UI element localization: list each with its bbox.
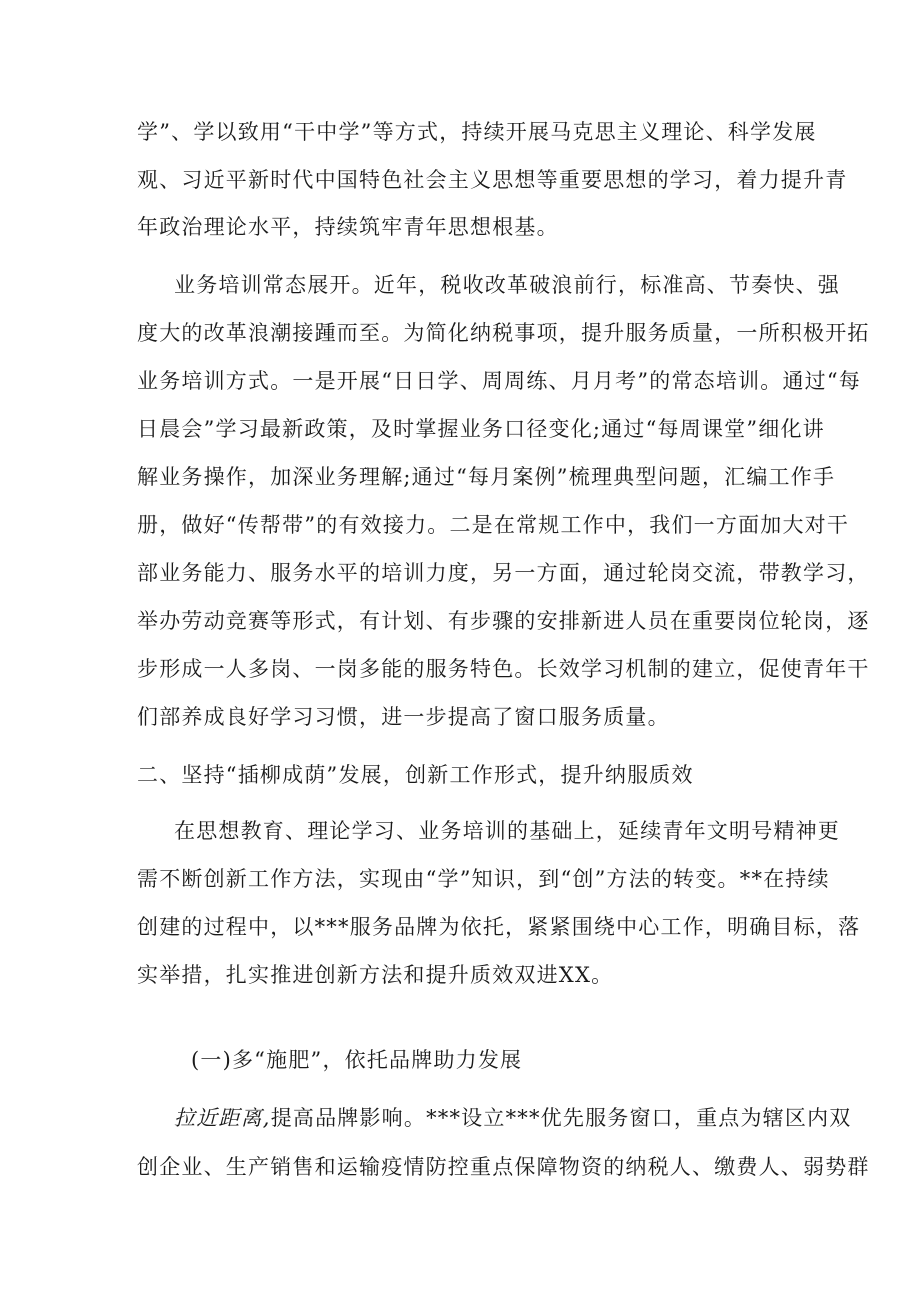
paragraph-2-line-5: 解业务操作，加深业务理解;通过“每月案例”梳理典型问题，汇编工作手 — [137, 465, 836, 489]
paragraph-4-lead: 拉近距离, — [174, 1106, 271, 1130]
paragraph-1-line-2: 观、习近平新时代中国特色社会主义思想等重要思想的学习，着力提升青 — [137, 168, 848, 192]
paragraph-4-line-1 — [174, 1103, 920, 1133]
paragraph-1-line-1: 学”、学以致用“干中学”等方式，持续开展马克思主义理论、科学发展 — [137, 120, 817, 144]
paragraph-2-line-6: 册，做好“传帮带”的有效接力。二是在常规工作中，我们一方面加大对干 — [137, 513, 850, 537]
section-heading-2: 二、坚持“插柳成荫”发展，创新工作形式，提升纳服质效 — [137, 763, 694, 787]
paragraph-2-line-1: 业务培训常态展开。近年，税收改革破浪前行，标准高、节奏快、强 — [174, 273, 840, 297]
paragraph-3-line-2: 需不断创新工作方法，实现由“学”知识，到“创”方法的转变。**在持续 — [137, 867, 830, 891]
paragraph-4-first-rest: 提高品牌影响。***设立***优先服务窗口，重点为辖区内双 — [270, 1106, 852, 1130]
subheading-1: (一)多“施肥”，依托品牌助力发展 — [191, 1048, 523, 1072]
paragraph-2-line-10: 们部养成良好学习习惯，进一步提高了窗口服务质量。 — [137, 705, 670, 729]
paragraph-3-line-3: 创建的过程中，以***服务品牌为依托，紧紧围绕中心工作，明确目标，落 — [137, 915, 861, 939]
paragraph-1-line-3: 年政治理论水平，持续筑牢青年思想根基。 — [137, 215, 559, 239]
paragraph-3-line-4: 实举措，扎实推进创新方法和提升质效双进XX。 — [137, 963, 614, 987]
paragraph-3-line-1: 在思想教育、理论学习、业务培训的基础上，延续青年文明号精神更 — [174, 819, 840, 843]
paragraph-2-line-8: 举办劳动竞赛等形式，有计划、有步骤的安排新进人员在重要岗位轮岗，逐 — [137, 609, 870, 633]
paragraph-2-line-3: 业务培训方式。一是开展“日日学、周周练、月月考”的常态培训。通过“每 — [137, 369, 862, 393]
paragraph-2-line-9: 步形成一人多岗、一岗多能的服务特色。长效学习机制的建立，促使青年干 — [137, 657, 870, 681]
paragraph-2-line-2: 度大的改革浪潮接踵而至。为简化纳税事项，提升服务质量，一所积极开拓 — [137, 321, 870, 345]
paragraph-2-line-4: 日晨会”学习最新政策，及时掌握业务口径变化;通过“每周课堂”细化讲 — [137, 417, 825, 441]
paragraph-4-line-2: 创企业、生产销售和运输疫情防控重点保障物资的纳税人、缴费人、弱势群 — [137, 1155, 870, 1179]
paragraph-2-line-7: 部业务能力、服务水平的培训力度，另一方面，通过轮岗交流，带教学习， — [137, 561, 870, 585]
